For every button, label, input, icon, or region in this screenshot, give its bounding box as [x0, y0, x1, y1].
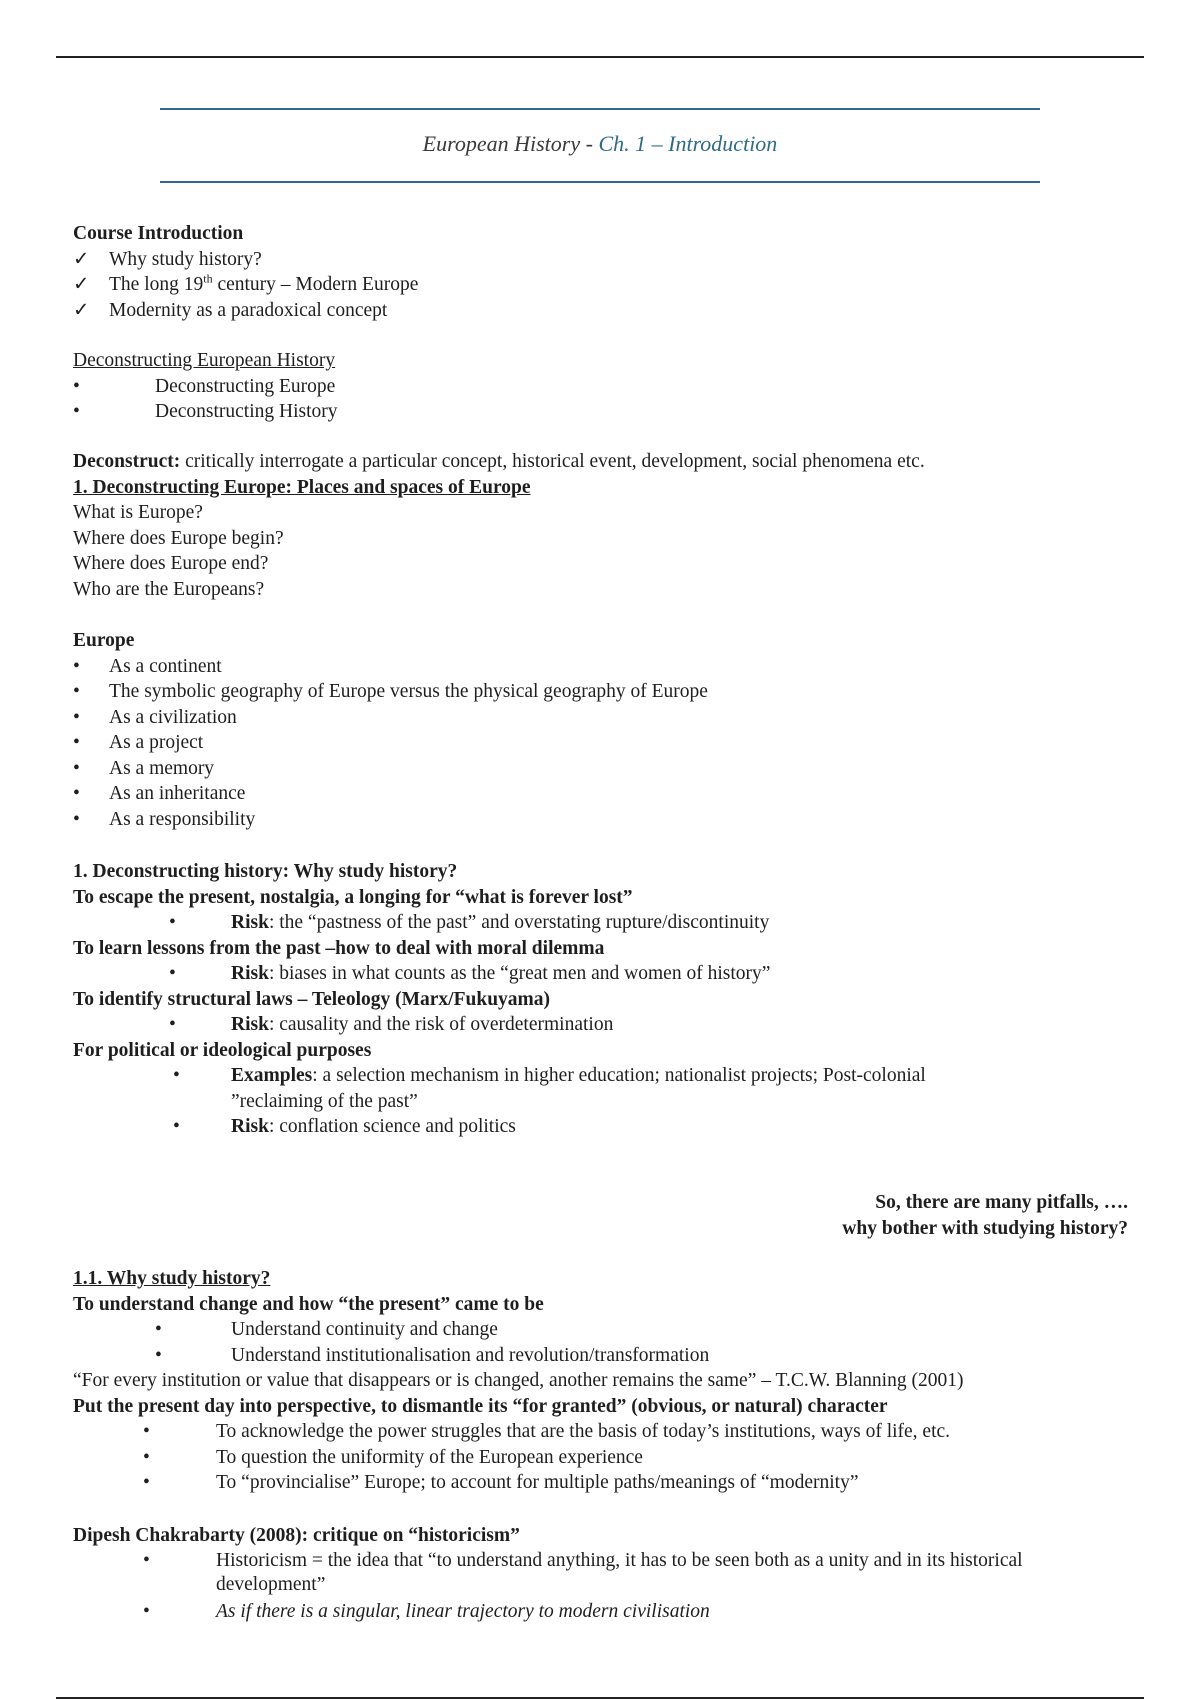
- reason-laws: To identify structural laws – Teleology (Marx/Fukuyama): [73, 988, 551, 1010]
- reason-lessons: To learn lessons from the past –how to deal with moral dilemma: [73, 937, 605, 959]
- list-item-text: To question the uniformity of the European experience: [216, 1446, 643, 1468]
- checkmark-icon: ✓: [73, 299, 90, 321]
- risk-label: Risk: [231, 912, 269, 933]
- list-item-text: As a project: [109, 732, 204, 753]
- list-item: [73, 1599, 1140, 1625]
- list-item: [73, 1549, 1140, 1599]
- examples-text: : a selection mechanism in higher education; nationalist projects; Post-colonial: [312, 1065, 926, 1086]
- historicism-definition: Historicism = the idea that “to understand anything, it has to be seen both as a unity and in its historical development”: [216, 1549, 1023, 1595]
- list-item: [73, 399, 1140, 425]
- list-item: [73, 679, 1140, 705]
- list-item-text: As if there is a singular, linear trajectory to modern civilisation: [216, 1600, 710, 1622]
- course-intro-item-text-cont: century – Modern Europe: [212, 274, 419, 295]
- bullet-icon: •: [73, 808, 80, 830]
- ordinal-suffix: th: [203, 271, 213, 286]
- risk-text: : conflation science and politics: [268, 1116, 516, 1137]
- list-item: [73, 298, 1140, 324]
- list-item: [73, 705, 1140, 731]
- why-heading: 1.1. Why study history?: [73, 1268, 271, 1289]
- bullet-icon: •: [143, 1600, 150, 1622]
- europe-heading: Europe: [73, 630, 135, 651]
- risk-label: Risk: [231, 1116, 269, 1137]
- risk-item: [73, 910, 1140, 936]
- list-item: [73, 1317, 1140, 1343]
- deconstructing-heading: Deconstructing European History: [73, 350, 336, 371]
- deconstructing-section: [73, 348, 1140, 425]
- list-item-text: As a continent: [109, 655, 222, 677]
- course-intro-heading: Course Introduction: [73, 223, 244, 244]
- checkmark-icon: ✓: [73, 248, 90, 270]
- risk-text: : the “pastness of the past” and overstating rupture/discontinuity: [268, 912, 770, 933]
- risk-text: : biases in what counts as the “great men and women of history”: [268, 963, 771, 984]
- bullet-icon: •: [143, 1472, 150, 1493]
- title-chapter: Ch. 1 – Introduction: [598, 131, 778, 156]
- list-item: [73, 1343, 1140, 1369]
- bullet-icon: •: [143, 1421, 150, 1442]
- bullet-icon: •: [143, 1446, 150, 1468]
- pitfalls-note: [842, 1190, 1128, 1241]
- pitfalls-line2: why bother with studying history?: [842, 1217, 1128, 1239]
- list-item: [73, 730, 1140, 756]
- list-item-text: Understand institutionalisation and revolution/transformation: [231, 1344, 710, 1366]
- bullet-icon: •: [173, 1065, 180, 1086]
- examples-label: Examples: [231, 1065, 313, 1086]
- why-sub2: Put the present day into perspective, to dismantle its “for granted” (obvious, or natural) character: [73, 1395, 888, 1417]
- list-item: [73, 1445, 1140, 1471]
- pitfalls-line1: So, there are many pitfalls, ….: [875, 1192, 1128, 1213]
- bullet-icon: •: [169, 963, 176, 984]
- list-item: [73, 272, 1140, 298]
- bullet-icon: •: [155, 1319, 162, 1340]
- checkmark-icon: ✓: [73, 274, 90, 295]
- list-item-text: Understand continuity and change: [231, 1319, 498, 1340]
- risk-item: [73, 1114, 1140, 1140]
- list-item-text: To “provincialise” Europe; to account for multiple paths/meanings of “modernity”: [216, 1472, 859, 1493]
- examples-text-cont: ”reclaiming of the past”: [231, 1090, 418, 1112]
- bullet-icon: •: [169, 912, 176, 933]
- question-item: What is Europe?: [73, 502, 203, 523]
- examples-item: [73, 1063, 1140, 1089]
- bullet-icon: •: [143, 1549, 150, 1571]
- bullet-icon: •: [73, 757, 80, 779]
- history-section: [73, 859, 1140, 1140]
- bullet-icon: •: [73, 732, 80, 753]
- course-intro-item-text: Modernity as a paradoxical concept: [109, 299, 388, 321]
- risk-label: Risk: [231, 963, 269, 984]
- list-item-text: The symbolic geography of Europe versus the physical geography of Europe: [109, 681, 708, 702]
- course-intro-section: [73, 221, 1140, 323]
- bullet-icon: •: [73, 401, 80, 422]
- list-item: [73, 374, 1140, 400]
- reason-political: For political or ideological purposes: [73, 1039, 372, 1061]
- risk-label: Risk: [231, 1014, 269, 1035]
- list-item-text: As an inheritance: [109, 783, 246, 804]
- list-item: [73, 1470, 1140, 1496]
- list-item-text: Deconstructing Europe: [155, 375, 336, 397]
- page-title: [0, 130, 1200, 158]
- question-item: Who are the Europeans?: [73, 578, 265, 600]
- title-course: European History -: [422, 131, 599, 156]
- course-intro-item-text: The long 19: [109, 274, 204, 295]
- title-rule-top: [160, 108, 1040, 110]
- europe-section: [73, 628, 1140, 832]
- deconstruct-definition: [73, 449, 1140, 475]
- bullet-icon: •: [173, 1116, 180, 1137]
- list-item-text: To acknowledge the power struggles that are the basis of today’s institutions, ways of life, etc.: [216, 1421, 951, 1442]
- page-top-rule: [56, 56, 1144, 58]
- why-sub1: To understand change and how “the present” came to be: [73, 1293, 544, 1315]
- definition-text: critically interrogate a particular concept, historical event, development, social phenomena etc.: [180, 451, 925, 472]
- list-item: [73, 1419, 1140, 1445]
- bullet-icon: •: [73, 681, 80, 702]
- chakrabarty-heading: Dipesh Chakrabarty (2008): critique on “historicism”: [73, 1525, 520, 1546]
- list-item: [73, 247, 1140, 273]
- blanning-quote: “For every institution or value that disappears or is changed, another remains the same” – T.C.W. Blanning (2001): [73, 1370, 964, 1391]
- list-item-text: As a civilization: [109, 706, 237, 728]
- section1-heading: 1. Deconstructing Europe: Places and spaces of Europe: [73, 476, 531, 498]
- definition-term: Deconstruct:: [73, 451, 181, 472]
- bullet-icon: •: [73, 655, 80, 677]
- examples-item-cont: [73, 1089, 1140, 1115]
- course-intro-item-text: Why study history?: [109, 248, 262, 270]
- risk-text: : causality and the risk of overdetermination: [268, 1014, 614, 1035]
- list-item: [73, 654, 1140, 680]
- bullet-icon: •: [169, 1014, 176, 1035]
- chakrabarty-section: [73, 1523, 1140, 1624]
- risk-item: [73, 1012, 1140, 1038]
- list-item-text: Deconstructing History: [155, 401, 338, 422]
- list-item: [73, 807, 1140, 833]
- title-rule-bottom: [160, 181, 1040, 183]
- why-section: [73, 1266, 1140, 1496]
- question-item: Where does Europe begin?: [73, 527, 284, 549]
- list-item: [73, 756, 1140, 782]
- definition-section: [73, 449, 1140, 602]
- bullet-icon: •: [73, 783, 80, 804]
- history-heading: 1. Deconstructing history: Why study history?: [73, 861, 458, 882]
- bullet-icon: •: [73, 375, 80, 397]
- reason-escape: To escape the present, nostalgia, a longing for “what is forever lost”: [73, 886, 633, 908]
- risk-item: [73, 961, 1140, 987]
- list-item: [73, 781, 1140, 807]
- bullet-icon: •: [73, 706, 80, 728]
- list-item-text: As a responsibility: [109, 808, 256, 830]
- page-bottom-rule: [56, 1697, 1144, 1699]
- question-item: Where does Europe end?: [73, 553, 269, 574]
- bullet-icon: •: [155, 1344, 162, 1366]
- list-item-text: As a memory: [109, 757, 215, 779]
